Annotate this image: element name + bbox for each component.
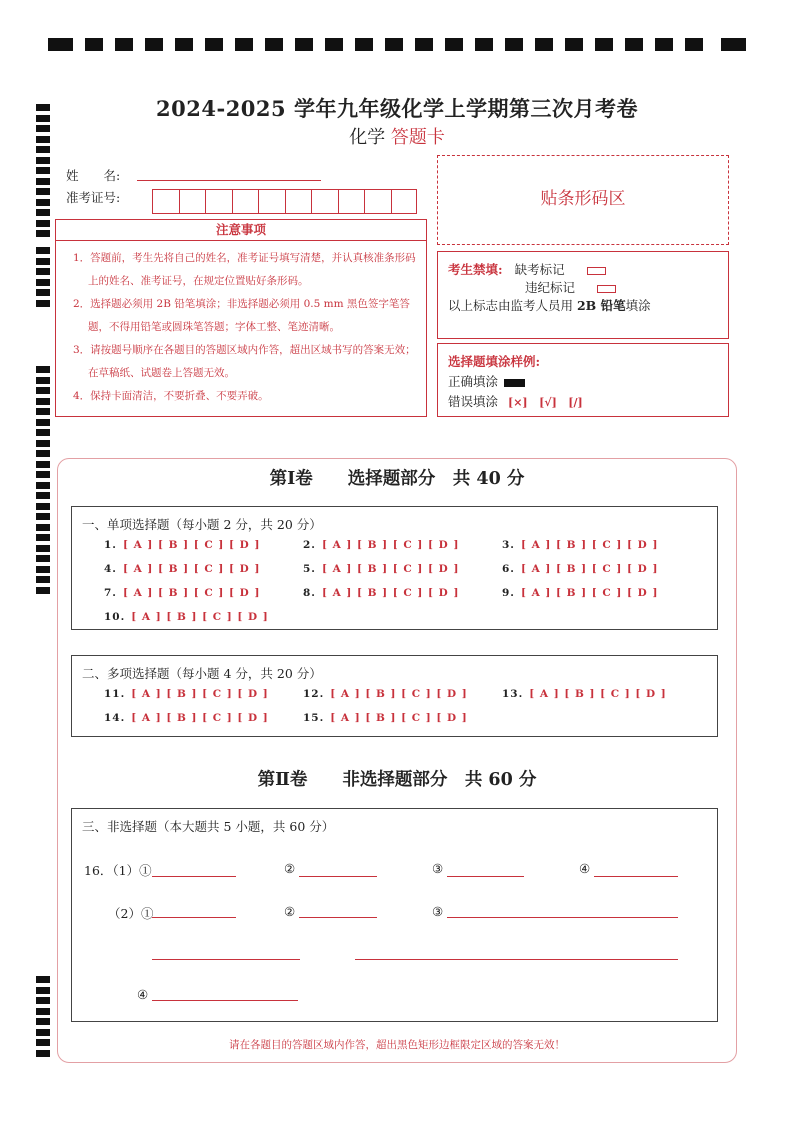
question-number: 3. — [502, 539, 515, 551]
answer-options[interactable]: [ A ] [ B ] [ C ] [ D ] — [131, 611, 269, 623]
choice-question[interactable] — [303, 563, 459, 575]
answer-options[interactable]: [ A ] [ B ] [ C ] [ D ] — [122, 587, 261, 599]
subtitle-answer-card: 答题卡 — [390, 127, 445, 148]
choice-question[interactable] — [303, 587, 459, 599]
timing-mark — [36, 545, 50, 552]
blank-2-label: ② — [284, 861, 296, 876]
timing-mark — [36, 300, 50, 307]
single-choice-box — [71, 506, 718, 630]
answer-options[interactable]: [ A ] [ B ] [ C ] [ D ] — [321, 587, 460, 599]
choice-question[interactable] — [303, 539, 459, 551]
timing-mark — [36, 387, 50, 394]
answer-line[interactable] — [152, 959, 300, 960]
timing-mark — [36, 429, 50, 436]
proctor-note: 以上标志由监考人员用 — [448, 298, 577, 313]
multi-choice-heading: 二、多项选择题（每小题 4 分，共 20 分） — [82, 666, 322, 681]
violation-mark-box[interactable] — [597, 285, 616, 293]
question-number: 12. — [303, 688, 325, 700]
choice-question[interactable] — [502, 563, 658, 575]
proctor-note-bold: 2B 铅笔 — [576, 298, 626, 313]
answer-options[interactable]: [ A ] [ B ] [ C ] [ D ] — [321, 539, 460, 551]
timing-mark — [36, 247, 50, 254]
answer-options[interactable]: [ A ] [ B ] [ C ] [ D ] — [520, 587, 659, 599]
name-label: 姓 名: — [66, 168, 121, 183]
question-number: 8. — [303, 587, 316, 599]
timing-mark — [36, 258, 50, 265]
question-number: 13. — [502, 688, 524, 700]
part2-title: 第Ⅱ卷 非选择题部分 共 60 分 — [257, 770, 537, 790]
barcode-area: 贴条形码区 — [437, 155, 729, 245]
page-subtitle — [0, 123, 794, 149]
timing-mark — [36, 366, 50, 373]
notice-item: 1．答题前，考生先将自己的姓名，准考证号填写清楚，并认真核准条形码上的姓名、准考证号，在规定位置贴好条形码。 — [73, 252, 416, 287]
timing-mark — [36, 440, 50, 447]
timing-mark — [36, 209, 50, 216]
name-field[interactable] — [137, 180, 321, 181]
question-number: 15. — [303, 712, 325, 724]
non-choice-box — [71, 808, 718, 1022]
timing-mark — [36, 997, 50, 1004]
absent-label: 缺考标记 — [514, 262, 565, 277]
answer-line[interactable] — [152, 1000, 298, 1001]
timing-mark — [36, 268, 50, 275]
answer-options[interactable]: [ A ] [ B ] [ C ] [ D ] — [131, 712, 269, 724]
subtitle-subject: 化学 — [349, 127, 386, 148]
q16-part1-label: 16．（1）① — [84, 863, 152, 878]
timing-mark — [36, 492, 50, 499]
question-number: 5. — [303, 563, 316, 575]
violation-label: 违纪标记 — [525, 280, 576, 295]
answer-options[interactable]: [ A ] [ B ] [ C ] [ D ] — [122, 539, 261, 551]
timing-mark — [36, 1029, 50, 1036]
choice-question[interactable] — [502, 539, 658, 551]
timing-mark — [36, 566, 50, 573]
timing-mark — [36, 178, 50, 185]
timing-mark — [36, 976, 50, 983]
notice-item: 2．选择题必须用 2B 铅笔填涂；非选择题必须用 0.5 mm 黑色签字笔答题，不得用铅笔或圆珠笔答题；字体工整、笔迹清晰。 — [73, 298, 410, 333]
question-number: 2. — [303, 539, 316, 551]
wrong-fill-marks: [×] [√] [/] — [508, 396, 583, 409]
timing-mark — [36, 503, 50, 510]
notice-item: 3．请按题号顺序在各题目的答题区域内作答，超出区域书写的答案无效；在草稿纸、试题卷上答题无效。 — [73, 344, 416, 379]
timing-mark — [36, 1008, 50, 1015]
multi-choice-box — [71, 655, 718, 737]
part1-title: 第Ⅰ卷 选择题部分 共 40 分 — [269, 469, 525, 489]
choice-question[interactable] — [303, 688, 468, 700]
timing-mark — [36, 587, 50, 594]
timing-mark — [36, 576, 50, 583]
answer-line[interactable] — [447, 876, 524, 877]
answer-options[interactable]: [ A ] [ B ] [ C ] [ D ] — [520, 563, 659, 575]
footer-warning: 请在各题目的答题区域内作答，超出黑色矩形边框限定区域的答案无效！ — [229, 1039, 565, 1051]
choice-question[interactable] — [502, 688, 667, 700]
exam-id-label: 准考证号: — [66, 190, 121, 205]
answer-options[interactable]: [ A ] [ B ] [ C ] [ D ] — [131, 688, 269, 700]
proctor-title: 考生禁填: — [448, 262, 503, 277]
choice-question[interactable] — [104, 587, 260, 599]
choice-question[interactable] — [104, 611, 269, 623]
answer-options[interactable]: [ A ] [ B ] [ C ] [ D ] — [330, 712, 468, 724]
timing-mark — [36, 408, 50, 415]
timing-mark — [36, 157, 50, 164]
timing-mark — [36, 398, 50, 405]
answer-options[interactable]: [ A ] [ B ] [ C ] [ D ] — [122, 563, 261, 575]
timing-mark — [36, 513, 50, 520]
proctor-only-box — [437, 251, 729, 339]
timing-mark — [36, 230, 50, 237]
timing-mark — [36, 1018, 50, 1025]
q16-part2-label: （2）① — [108, 906, 154, 921]
timing-mark — [36, 987, 50, 994]
sample-title: 选择题填涂样例: — [448, 354, 541, 369]
choice-question[interactable] — [104, 563, 260, 575]
correct-fill-label: 正确填涂 — [448, 374, 499, 389]
non-choice-heading: 三、非选择题（本大题共 5 小题，共 60 分） — [82, 819, 335, 834]
blank-4-label: ④ — [579, 861, 591, 876]
absent-mark-box[interactable] — [587, 267, 606, 275]
timing-mark — [36, 279, 50, 286]
notice-title: 注意事项 — [55, 219, 427, 241]
blank-3-label: ③ — [432, 904, 444, 919]
timing-mark — [36, 220, 50, 227]
answer-line[interactable] — [299, 917, 377, 918]
choice-question[interactable] — [104, 539, 260, 551]
answer-line[interactable] — [152, 917, 236, 918]
answer-options[interactable]: [ A ] [ B ] [ C ] [ D ] — [330, 688, 468, 700]
choice-question[interactable] — [104, 712, 269, 724]
proctor-note-suffix: 填涂 — [625, 298, 651, 313]
timing-mark — [36, 450, 50, 457]
blank-4-label: ④ — [137, 987, 149, 1002]
top-timing-marks — [48, 38, 746, 51]
choice-question[interactable] — [502, 587, 658, 599]
wrong-fill-label: 错误填涂 — [448, 394, 499, 409]
timing-mark — [36, 167, 50, 174]
answer-line[interactable] — [355, 959, 678, 960]
answer-line[interactable] — [152, 876, 236, 877]
blank-2-label: ② — [284, 904, 296, 919]
choice-question[interactable] — [303, 712, 468, 724]
question-number: 4. — [104, 563, 117, 575]
question-number: 10. — [104, 611, 126, 623]
fill-sample-box — [437, 343, 729, 417]
question-number: 1. — [104, 539, 117, 551]
question-number: 9. — [502, 587, 515, 599]
question-number: 11. — [104, 688, 126, 700]
timing-mark — [36, 555, 50, 562]
answer-line[interactable] — [299, 876, 377, 877]
question-number: 14. — [104, 712, 126, 724]
answer-options[interactable]: [ A ] [ B ] [ C ] [ D ] — [321, 563, 460, 575]
notice-body — [55, 241, 427, 417]
timing-mark — [36, 419, 50, 426]
timing-mark — [36, 524, 50, 531]
answer-options[interactable]: [ A ] [ B ] [ C ] [ D ] — [520, 539, 659, 551]
timing-mark — [36, 534, 50, 541]
question-number: 7. — [104, 587, 117, 599]
timing-mark — [36, 289, 50, 296]
answer-line[interactable] — [594, 876, 678, 877]
correct-fill-mark — [504, 379, 525, 387]
answer-options[interactable]: [ A ] [ B ] [ C ] [ D ] — [529, 688, 667, 700]
timing-mark — [36, 188, 50, 195]
notice-item: 4．保持卡面清洁，不要折叠、不要弄破。 — [73, 390, 269, 402]
choice-question[interactable] — [104, 688, 269, 700]
timing-mark — [36, 377, 50, 384]
answer-line[interactable] — [447, 917, 678, 918]
exam-id-boxes[interactable] — [152, 189, 417, 214]
timing-mark — [36, 199, 50, 206]
single-choice-heading: 一、单项选择题（每小题 2 分，共 20 分） — [82, 517, 322, 532]
page-title: 2024-2025 学年九年级化学上学期第三次月考卷 — [156, 96, 638, 121]
blank-3-label: ③ — [432, 861, 444, 876]
question-number: 6. — [502, 563, 515, 575]
